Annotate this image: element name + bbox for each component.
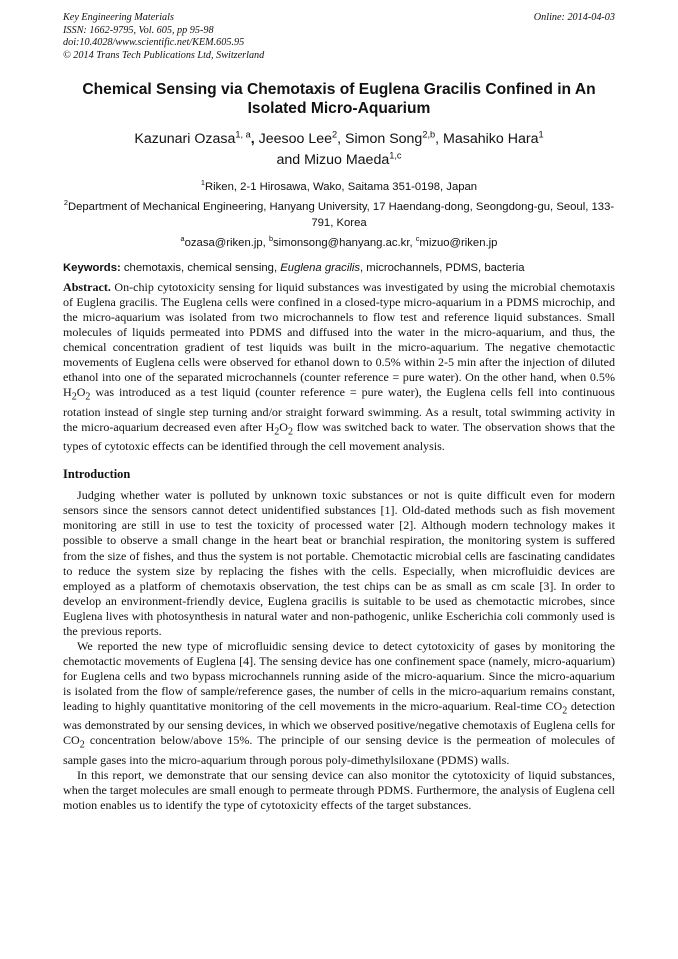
affiliation-mark: 1	[200, 178, 205, 188]
affiliation-text: Riken, 2-1 Hirosawa, Wako, Saitama 351-0198, Japan	[204, 181, 478, 193]
keywords-italic: Euglena gracilis	[280, 262, 361, 274]
abstract-text: flow was switched back to water. The observation shows that the types of cytotoxic effects can be identified through the cell movement analysis.	[63, 419, 615, 454]
author-separator: ,	[435, 131, 440, 147]
section-heading-introduction: Introduction	[63, 467, 131, 482]
paragraph-text: detection was demonstrated by our sensing devices, in which we observed positive/negative chemotaxis of Euglena cells for CO	[63, 698, 615, 748]
email-address: simonsong@hanyang.ac.kr,	[273, 237, 416, 249]
abstract-text: O	[76, 385, 86, 400]
paper-page	[63, 12, 615, 813]
intro-paragraph-1: Judging whether water is polluted by unknown toxic substances or not is quite difficult even for modern sensors since the sensors cannot detect unidentified substances [1]. Old-dated methods such as fish movement monitoring are still in use to test the toxicity of processed water [2]. Although modern technology makes it possible to observe a small change in the heart beat or branchial respiration, the monitoring system is suffered from the size of fishes, and thus the system is not portable. Chemotactic microbial cells are fascinating candidates to reduce the system size by replacing the fishes with the cells. Especially, when microfluidic devices are employed as a platform of chemotaxis observation, the test chips can be as small as cm scale [3]. In order to develop an environment-friendly device, Euglena gracilis is suitable to be used as chemotactic microbes, since Euglena lives with photosynthesis in natural water and non-pathogenic, unlike Escherichia coli commonly used is the previous reports.	[63, 488, 615, 638]
journal-header	[63, 12, 615, 62]
doi-line: doi:10.4028/www.scientific.net/KEM.605.95	[63, 37, 245, 48]
author-affiliation-mark: 1, a	[235, 129, 251, 140]
email-mark: c	[415, 234, 420, 244]
author-name: Simon Song	[341, 131, 423, 147]
keywords-text: , microchannels, PDMS, bacteria	[360, 262, 525, 274]
subscript: 2	[71, 391, 77, 403]
author-affiliation-mark: 1,c	[389, 149, 402, 160]
email-address: ozasa@riken.jp,	[184, 237, 269, 249]
author-affiliation-mark: 1	[538, 129, 544, 140]
author-name: and Mizuo Maeda	[276, 151, 390, 168]
abstract-text: O	[279, 419, 288, 434]
email-address: mizuo@riken.jp	[419, 237, 498, 249]
author-name: Masahiko Hara	[439, 131, 539, 147]
abstract	[63, 280, 615, 454]
issn-line: ISSN: 1662-9795, Vol. 605, pp 95-98	[63, 24, 214, 36]
keywords-label: Keywords:	[63, 262, 121, 274]
affiliation-1	[63, 179, 615, 195]
author-separator: ,	[337, 131, 342, 147]
email-list	[63, 235, 615, 251]
abstract-text: On-chip cytotoxicity sensing for liquid substances was investigated by using the microbial chemotaxis of Euglena gracilis. The Euglena cells were confined in a closed-type micro-aquarium in a PDMS microchip, and the micro-aquarium was isolated from two microchannels to flow test and reference liquid substances. Small molecules of liquids permeated into PDMS and diffused into the water in the micro-aquarium, and thus, the chemical concentration gradient of test liquids was built in the micro-aquarium. The negative chemotactic movements of Euglena cells were observed for ethanol down to 0.5% within 2-5 min after the injection of diluted ethanol into one of the separated microchannels (counter reference = pure water). On the other hand, when 0.5% H	[63, 280, 615, 400]
subscript: 2	[79, 739, 85, 751]
journal-name: Key Engineering Materials	[63, 12, 174, 23]
subscript: 2	[85, 391, 91, 403]
intro-paragraph-3: In this report, we demonstrate that our sensing device can also monitor the cytotoxicity of liquid substances, when the target molecules are small enough to permeate through PDMS. Furthermore, the analysis of Euglena cell motion enables us to identify the type of cytotoxicity effects of the target substances.	[63, 767, 615, 813]
intro-paragraph-2	[63, 639, 615, 768]
copyright-line: © 2014 Trans Tech Publications Ltd, Switzerland	[63, 49, 265, 61]
paragraph-text: concentration below/above 15%. The principle of our sensing device is the permeation of molecules of sample gases into the micro-aquarium through porous poly-dimethylsiloxane (PDMS) walls.	[63, 733, 615, 767]
author-name: Jeesoo Lee	[254, 131, 332, 147]
paper-title: Chemical Sensing via Chemotaxis of Euglena Gracilis Confined in An Isolated Micro-Aquarium	[82, 81, 596, 117]
affiliation-text: Department of Mechanical Engineering, Hanyang University, 17 Haendang-dong, Seongdong-gu, Seoul, 133-791, Korea	[67, 201, 615, 229]
email-mark: a	[180, 234, 185, 244]
keywords-text: chemotaxis, chemical sensing,	[120, 262, 281, 274]
abstract-text: was introduced as a test liquid (counter reference = pure water), the Euglena cells fell into continuous rotation instead of single step turning and/or straight forward swimming. As a result, total swimming activity in the micro-aquarium decreased even after H	[63, 385, 615, 434]
author-affiliation-mark: 2	[332, 129, 338, 140]
affiliation-mark: 2	[63, 198, 68, 208]
keywords	[63, 261, 615, 276]
abstract-label: Abstract.	[63, 280, 111, 294]
author-affiliation-mark: 2,b	[422, 129, 436, 140]
subscript: 2	[562, 705, 568, 717]
author-name: Kazunari Ozasa	[134, 131, 236, 147]
email-mark: b	[268, 234, 274, 244]
author-list	[63, 129, 615, 170]
author-separator: ,	[250, 131, 255, 147]
subscript: 2	[274, 426, 280, 438]
affiliation-2	[63, 199, 615, 231]
introduction-body	[63, 488, 615, 813]
online-date: Online: 2014-04-03	[533, 12, 615, 23]
subscript: 2	[288, 426, 294, 438]
paragraph-text: We reported the new type of microfluidic sensing device to detect cytotoxicity of gases by monitoring the chemotactic movements of Euglena [4]. The sensing device has one confinement space (namely, micro-aquarium) for Euglena cells and two bypass microchannels running aside of the micro-aquarium. Since the micro-aquarium is isolated from the flow of sample/reference gases, the number of cells in the micro-aquarium remains constant, leading to highly quantitative monitoring of the cell movements in the micro-aquarium. Real-time CO	[63, 638, 615, 713]
